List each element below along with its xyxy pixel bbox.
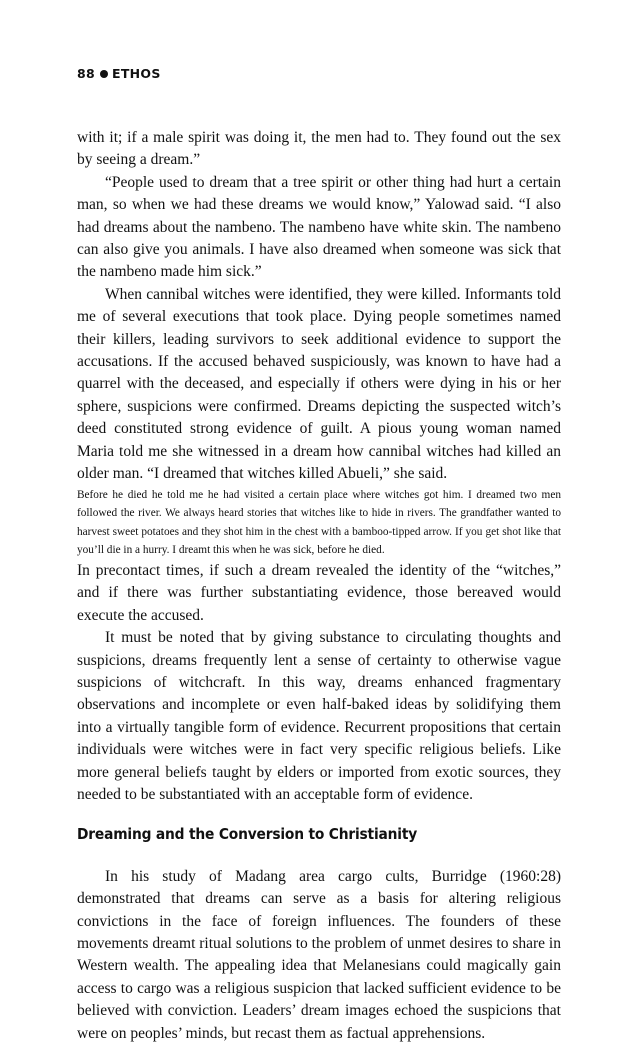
- paragraph-3: When cannibal witches were identified, they were killed. Informants told me of several executions that took place. Dying people sometimes named their killers, leading survivors to seek additional evidence to support the accusations. If the accused behaved suspiciously, was known to have had a quarrel with the deceased, and especially if others were dying in his or her sphere, suspicions were confirmed. Dreams depicting the suspected witch’s deed constituted strong evidence of guilt. A pious young woman named Maria told me she witnessed in a dream how cannibal witches had killed an older man. “I dreamed that witches killed Abueli,” she said.: [77, 285, 561, 483]
- block-quote: Before he died he told me he had visited a certain place where witches got him. I dreamed two men followed the river. We always heard stories that witches like to hide in rivers. The grandfather wanted to harvest sweet potatoes and they shot him in the chest with a bamboo-tipped arrow. If you get shot like that you’ll die in a hurry. I dreamt this when he was sick, before he died.: [77, 488, 561, 557]
- paragraph-5: It must be noted that by giving substance to circulating thoughts and suspicions, dreams frequently lent a sense of certainty to otherwise vague suspicions of witchcraft. In this way, dreams enhanced fragmentary observations and incomplete or even half-baked ideas by solidifying them into a virtually tangible form of evidence. Recurrent propositions that certain individuals were witches were in fact very specific religious beliefs. Like more general beliefs taught by elders or imported from exotic sources, they needed to be substantiated with an acceptable form of evidence.: [77, 629, 561, 803]
- paragraph-1: with it; if a male spirit was doing it, the men had to. They found out the sex by seeing a dream.”: [77, 129, 561, 169]
- paragraph-6: In his study of Madang area cargo cults, Burridge (1960:28) demonstrated that dreams can serve as a basis for altering religious convictions in the face of foreign influences. The founders of these movements dreamt ritual solutions to the problem of unmet desires to share in Western wealth. The appealing idea that Melanesians could magically gain access to cargo was a religious suspicion that lacked sufficient evidence to be believed with conviction. Leaders’ dream images echoed the suspicions that were on peoples’ minds, but recast them as factual apprehensions.: [77, 867, 561, 1042]
- section-heading: Dreaming and the Conversion to Christianity: [77, 825, 418, 844]
- paragraph-2: “People used to dream that a tree spirit or other thing had hurt a certain man, so when we had these dreams we would know,” Yalowad said. “I also had dreams about the nambeno. The nambeno have white skin. The nambeno can also give you animals. I have also dreamed when someone was sick that the nambeno made him sick.”: [77, 173, 561, 281]
- page-number: 88: [77, 66, 95, 81]
- journal-title: ETHOS: [112, 66, 161, 81]
- body-text: [77, 127, 561, 1045]
- paragraph-4: In precontact times, if such a dream revealed the identity of the “witches,” and if there was further substantiating evidence, those bereaved would execute the accused.: [77, 561, 561, 624]
- running-head: [77, 66, 161, 81]
- bullet-dot-icon: [100, 70, 108, 78]
